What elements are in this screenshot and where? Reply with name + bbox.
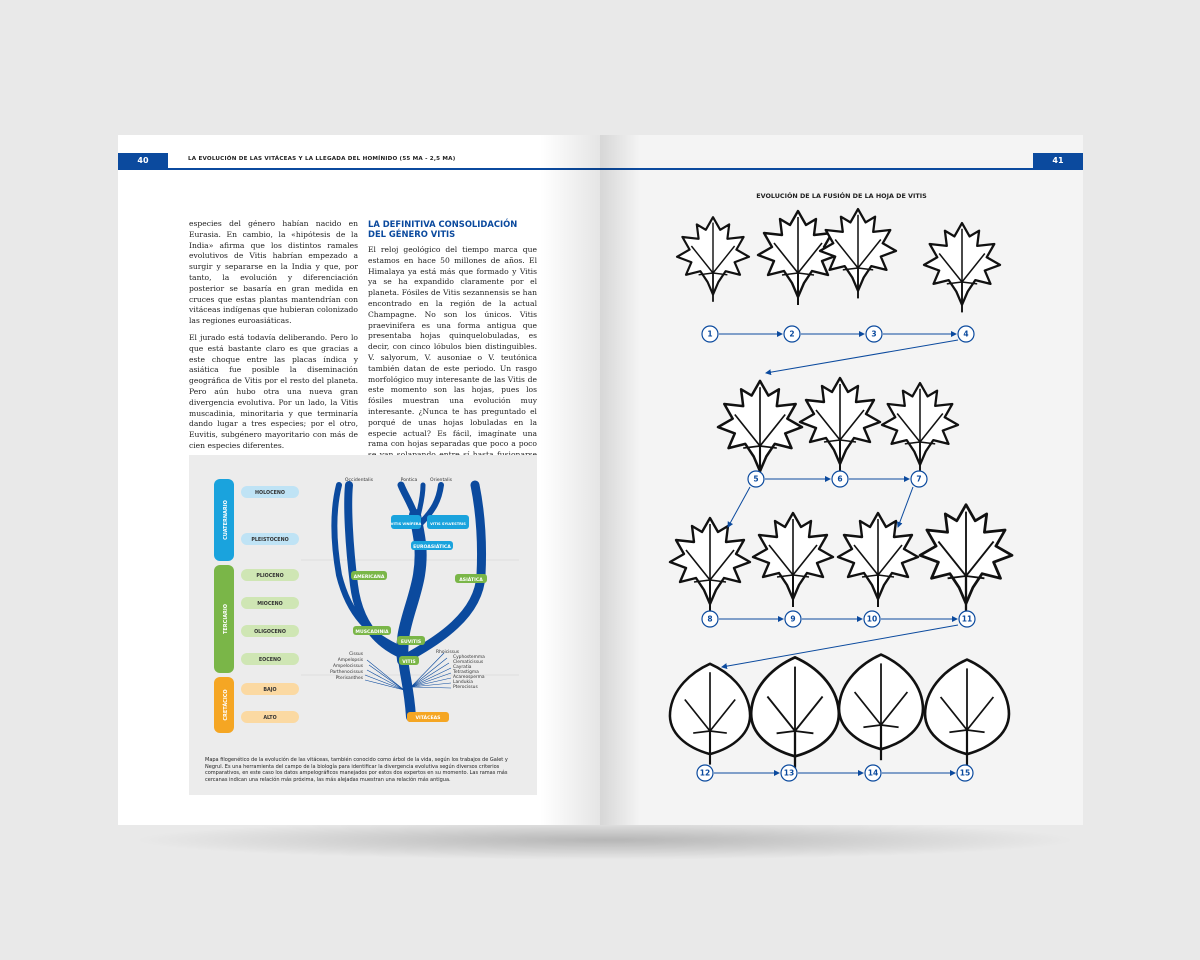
period-label: MIOCENO xyxy=(257,602,283,607)
leaf-number: 3 xyxy=(871,329,877,339)
phylogenetic-figure xyxy=(189,455,537,795)
genus-label: Pterocissus xyxy=(453,685,478,690)
leaf-number: 6 xyxy=(837,474,843,484)
leaf-number: 12 xyxy=(699,768,711,778)
node-label: ASIÁTICA xyxy=(459,578,483,583)
genus-label: Cyphostemma xyxy=(453,655,485,660)
genus-label: Pterisanthes xyxy=(335,676,363,681)
right-page xyxy=(600,135,1083,825)
genus-label: Acareosperma xyxy=(453,675,485,680)
genus-label: Rhoicissus xyxy=(436,650,460,655)
section-heading xyxy=(368,219,537,239)
gutter-shade xyxy=(540,135,600,825)
sequence-arrow xyxy=(728,487,750,527)
period-label: OLIGOCENO xyxy=(254,630,286,635)
leaf-illustration xyxy=(839,655,923,761)
taxon-label: Pontica xyxy=(400,478,418,483)
period-label: ALTO xyxy=(263,716,277,721)
genus-label: Cissus xyxy=(349,652,363,657)
left-page xyxy=(118,135,600,825)
genus-label: Cayratia xyxy=(453,665,472,670)
leaf-illustration xyxy=(925,660,1009,766)
taxon-label: Occidentalis xyxy=(344,478,374,483)
leaf-number: 14 xyxy=(867,768,879,778)
era-label: CRETÁCICO xyxy=(223,689,229,721)
period-label: EOCENO xyxy=(258,658,282,663)
leaf-illustration xyxy=(924,223,1000,312)
period-label: HOLOCENO xyxy=(255,491,285,496)
phylogenetic-tree xyxy=(189,455,537,755)
paragraph: especies del género habían nacido en Eurasia. En cambio, la «hipótesis de la India» afirma que los distintos ramales evolutivos de Vitis habrían empezado a surgir y separarse en la India y que, por tanto, la evolución y diferenciación posterior se basaría en gran medida en cruces que estas plantas mantendrían con vitáceas indígenas que hubieran colonizado las regiones euroasiáticas. xyxy=(189,219,358,326)
genus-label: Ampelopsis xyxy=(337,658,363,663)
genus-label: Clematicissus xyxy=(453,660,484,665)
genus-label: Parthenocissus xyxy=(330,670,363,675)
leaf-number: 10 xyxy=(866,614,878,624)
section-heading-line: DEL GÉNERO VITIS xyxy=(368,229,456,239)
sequence-arrow xyxy=(898,487,913,527)
node-label: VITIS SYLVESTRIS xyxy=(430,522,466,526)
leaf-number: 4 xyxy=(963,329,969,339)
paragraph: El jurado está todavía deliberando. Pero lo que está bastante claro es que gracias a este choque entre las placas índica y asiática fue posible la diseminación geográfica de Vitis por el resto del planeta. Pero aún hubo otra una nueva gran divergencia evolutiva. Por un lado, la Vitis muscadinia, minoritaria y que terminaría dando lugar a tres especies; por el otro, Euvitis, subgénero mayoritario con más de cien especies diferentes. xyxy=(189,332,358,450)
era-label: CUATERNARIO xyxy=(223,500,229,540)
leaf-number: 15 xyxy=(959,768,971,778)
gutter-shade xyxy=(600,135,640,825)
leaf-illustration xyxy=(670,664,750,765)
leaf-illustration xyxy=(838,513,918,607)
leaf-illustration xyxy=(920,505,1012,613)
page-number: 40 xyxy=(118,153,168,168)
text-column-1 xyxy=(189,219,358,458)
taxon-label: Orientalis xyxy=(429,478,453,483)
leaf-illustration xyxy=(753,513,833,607)
node-label: VITIS VINÍFERA xyxy=(390,522,422,526)
leaf-number: 7 xyxy=(916,474,922,484)
period-label: PLIOCENO xyxy=(256,574,284,579)
node-label: VITIS xyxy=(402,660,416,665)
genus-label: Ampelocissus xyxy=(333,664,363,669)
paragraph: El reloj geológico del tiempo marca que estamos en hace 50 millones de años. El Himalaya ya está más que formado y Vitis ya se ha expandido claramente por el planeta. Fósiles de Vitis sezannensis se han encontrado en la región de la actual Champagne. No son los únicos. Vitis praevinifera es una forma antigua que presentaba hojas quinquelobuladas, es decir, con cinco lóbulos bien distinguibles. V. salyorum, V. ausoniae o V. teutónica también datan de este periodo. Un rasgo morfológico muy interesante de las Vitis de este momento son las hojas, pues los fósiles muestran una evolución muy interesante. ¿Nunca te has preguntado el porqué de unas hojas lobuladas en la especie actual? Es fácil, imagínate una rama con hojas separadas que poco a poco xyxy=(368,245,537,449)
period-label: PLEISTOCENO xyxy=(251,538,289,543)
leaf-illustration xyxy=(758,211,838,305)
leaf-evolution-figure xyxy=(600,135,1083,825)
leaf-number: 1 xyxy=(707,329,713,339)
leaf-number: 2 xyxy=(789,329,795,339)
figure-caption: Mapa filogenético de la evolución de las vitáceas, también conocido como árbol de la vida, según los trabajos de Galet y Negrul. Es una herramienta del campo de la biología para identificar la divergencia evolutiva según diversos criterios comparativos, en este caso los datos ampelográficos manejados por estos dos expertos en su momento. Las ramas más cercanas indican una relación más próxima, las más alejadas muestran una relación más antigua. xyxy=(205,757,508,783)
leaf-number: 11 xyxy=(961,614,973,624)
node-label: EUVITIS xyxy=(400,640,422,645)
sequence-arrow xyxy=(766,340,958,373)
genus-label: Tetrastigma xyxy=(453,670,479,675)
leaf-illustration xyxy=(820,209,896,298)
leaf-illustration xyxy=(800,378,880,472)
leaf-illustration xyxy=(751,657,839,767)
text-column-2 xyxy=(368,219,537,478)
node-label: AMERICANA xyxy=(353,575,385,580)
page-number: 41 xyxy=(1033,153,1083,168)
leaf-number: 9 xyxy=(790,614,796,624)
sequence-arrow xyxy=(722,625,958,667)
section-heading-line: LA DEFINITIVA CONSOLIDACIÓN xyxy=(368,219,518,229)
leaf-illustration xyxy=(718,381,802,480)
node-label: EUROASIÁTICA xyxy=(413,545,451,550)
leaf-number: 13 xyxy=(783,768,795,778)
period-label: BAJO xyxy=(263,688,277,693)
leaf-illustration xyxy=(677,217,749,302)
leaf-illustration xyxy=(670,518,750,612)
leaf-number: 5 xyxy=(753,474,759,484)
header-rule xyxy=(118,168,600,170)
genus-label: Landukia xyxy=(453,680,473,685)
running-head: LA EVOLUCIÓN DE LAS VITÁCEAS Y LA LLEGADA DEL HOMÍNIDO (55 MA - 2,5 MA) xyxy=(188,156,456,162)
leaf-number: 8 xyxy=(707,614,713,624)
figure-title: EVOLUCIÓN DE LA FUSIÓN DE LA HOJA DE VITIS xyxy=(756,192,927,200)
leaf-illustration xyxy=(882,383,958,472)
node-label: MUSCADINIA xyxy=(355,630,389,635)
era-label: TERCIARIO xyxy=(223,603,229,635)
book-shadow xyxy=(130,820,1080,860)
node-label: VITÁCEAS xyxy=(415,716,441,721)
